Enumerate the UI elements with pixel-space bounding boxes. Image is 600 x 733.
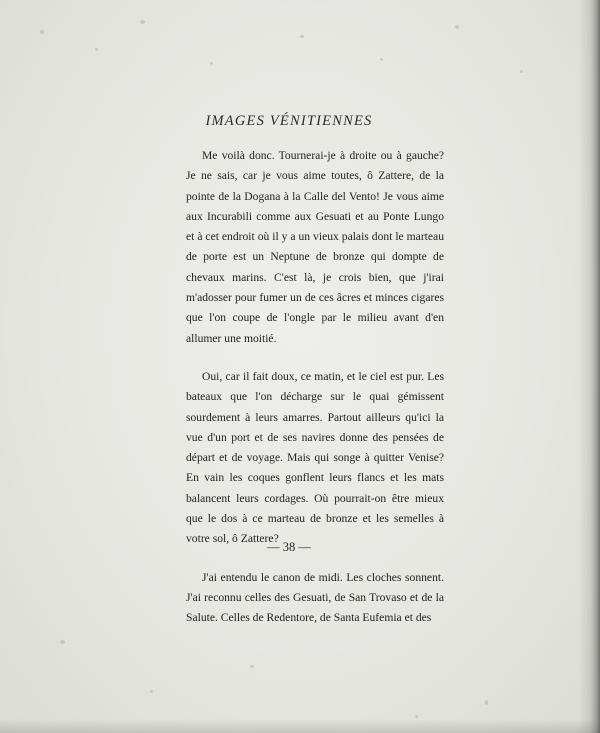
body-text [186,146,444,629]
paper-speck [520,70,523,73]
page-bottom-shadow [0,719,600,733]
paper-speck [300,35,304,38]
paper-speck [485,700,488,705]
paper-speck [95,48,98,51]
page-number: — 38 — [267,540,311,554]
paper-speck [140,20,145,24]
running-head: IMAGES VÉNITIENNES [205,113,373,129]
paper-speck [150,690,153,693]
paragraph: Oui, car il fait doux, ce matin, et le ciel est pur. Les bateaux que l'on décharge sur le quai gémissent sourdement à leurs amarres. Partout ailleurs qu'ici la vue d'un port et de ses navires donne des pensées de départ et de voyage. Mais qui songe à quitter Venise? En vain les coques gonflent leurs flancs et les mats balancent leurs cordages. Où pourrait-on être mieux que le dos à ce marteau de bronze et les semelles à votre sol, ô Zattere? [186,369,444,546]
paper-speck [455,25,459,29]
paragraph: Me voilà donc. Tournerai-je à droite ou à gauche? Je ne sais, car je vous aime toutes, ô Zattere, de la pointe de la Dogana à la Calle del Vento! Je vous aime aux Incurabili comme aux Gesuati et au Ponte Lungo et à cet endroit où il y a un vieux palais dont le marteau de porte est un Neptune de bronze qui dompte de chevaux marins. C'est là, je crois bien, que j'irai m'adosser pour fumer un de ces âcres et minces cigares que l'on coupe de l'ongle par le milieu avant d'en allumer une moitié. [186,149,444,345]
paper-speck [250,665,254,668]
paper-speck [380,58,383,61]
page-edge-shadow [578,0,600,733]
paper-speck [40,30,44,34]
paper-speck [60,640,65,644]
paper-speck [210,62,213,65]
paragraph: J'ai entendu le canon de midi. Les cloches sonnent. J'ai reconnu celles des Gesuati, de San Trovaso et de la Salute. Celles de Redentore, de Santa Eufemia et des [186,570,444,625]
paper-speck [415,715,418,718]
